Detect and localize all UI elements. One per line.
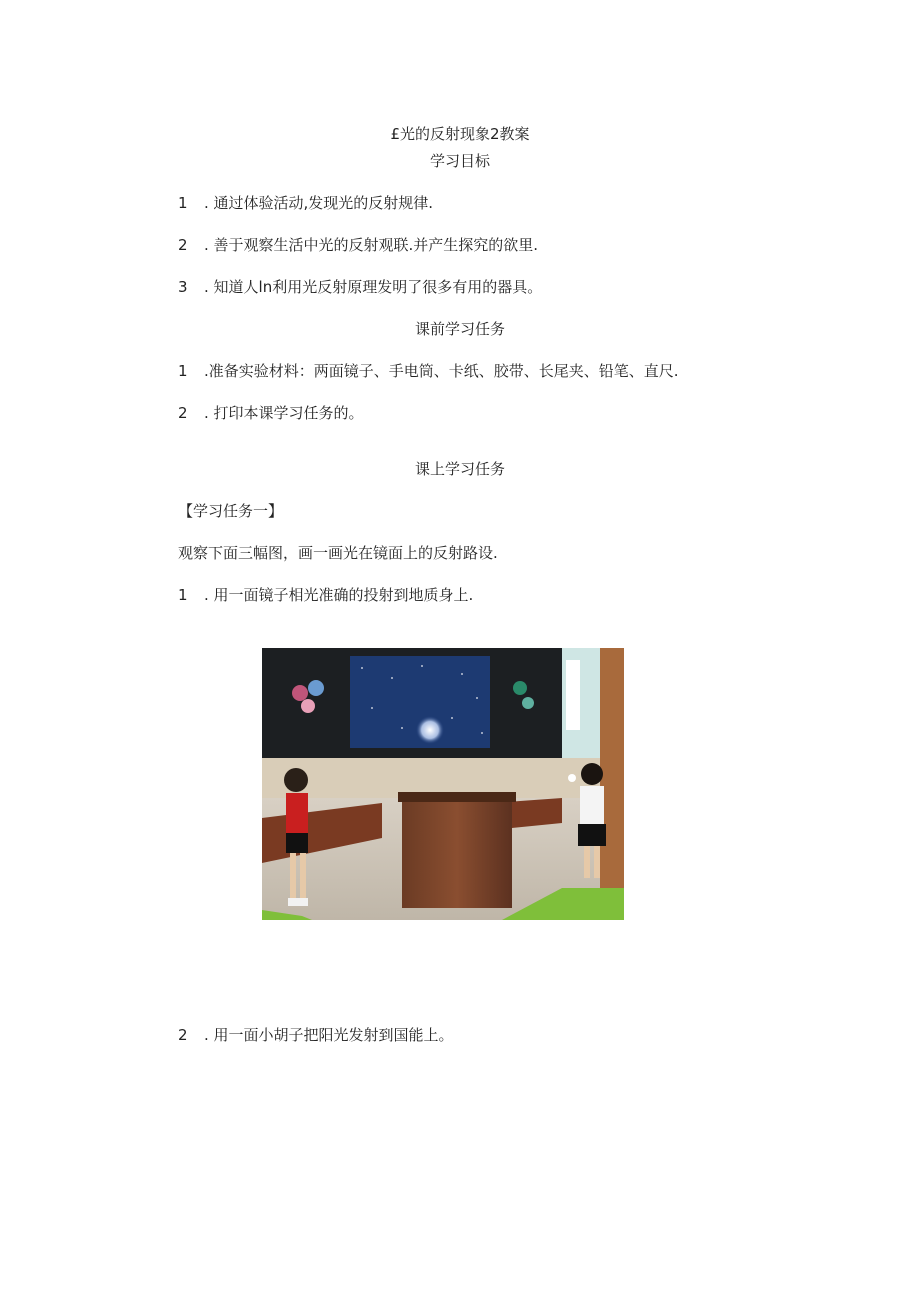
task-label: 【学习任务一】: [178, 502, 284, 520]
pre-class-heading: 课前学习任务: [414, 320, 505, 338]
document-title: £光的反射现象2教案: [390, 125, 530, 143]
goal-item-3: [178, 276, 542, 297]
goal-text: . 通过体验活动,发现光的反射规律.: [204, 194, 434, 212]
in-class-heading: 课上学习任务: [414, 460, 505, 478]
goal-text: . 知道人ln利用光反射原理发明了很多有用的器具。: [204, 278, 543, 296]
goal-item-1: [178, 192, 433, 213]
goal-text: . 善于观察生活中光的反射观联.并产生探究的欲里.: [204, 236, 539, 254]
in-class-text: . 用一面镜子相光准确的投射到地质身上.: [204, 586, 474, 604]
in-class-number: 2: [178, 1026, 188, 1044]
goal-number: 3: [178, 278, 188, 296]
goal-number: 2: [178, 236, 188, 254]
task-instruction: 观察下面三幅图，画一画光在镜面上的反射路设.: [178, 544, 498, 562]
in-class-item-2: [178, 1024, 454, 1045]
pre-class-item-1: [178, 360, 679, 381]
goal-item-2: [178, 234, 538, 255]
in-class-number: 1: [178, 586, 188, 604]
pre-class-text: .准备实验材料：两面镜子、手电筒、卡纸、胶带、长尾夹、铅笔、直尺.: [204, 362, 679, 380]
goals-heading: 学习目标: [429, 152, 490, 170]
pre-class-number: 2: [178, 404, 188, 422]
goal-number: 1: [178, 194, 188, 212]
pre-class-text: . 打印本课学习任务的。: [204, 404, 364, 422]
in-class-text: . 用一面小胡子把阳光发射到国能上。: [204, 1026, 454, 1044]
pre-class-number: 1: [178, 362, 188, 380]
classroom-photo: [262, 648, 624, 920]
pre-class-item-2: [178, 402, 364, 423]
classroom-photo-illustration: [262, 648, 624, 920]
in-class-item-1: [178, 584, 473, 605]
